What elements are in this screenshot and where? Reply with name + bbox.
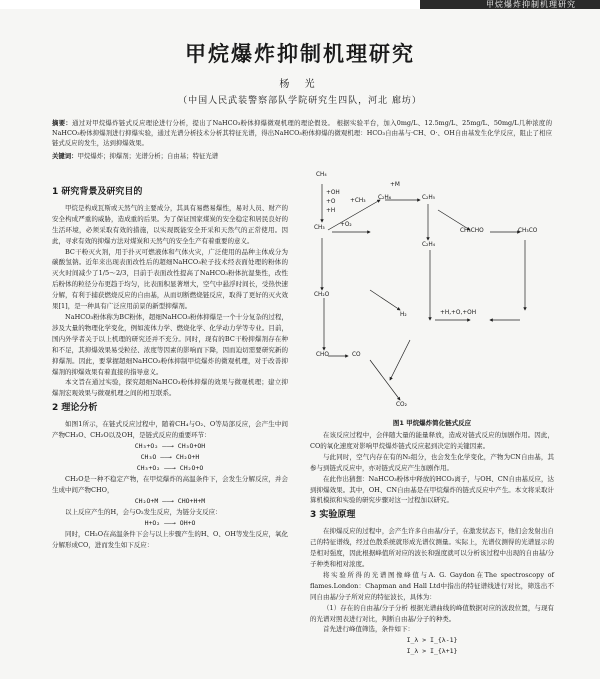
section-1-heading: 1 研究背景及研究目的 <box>52 187 143 197</box>
node-plus-o2: +O₂ <box>340 222 352 228</box>
node-ch2o: CH₂O <box>314 292 330 298</box>
node-ch3cho: CH₃CHO <box>460 228 484 234</box>
node-plus-m: +M <box>390 182 400 188</box>
section-2-heading: 2 理论分析 <box>52 403 98 414</box>
author: 杨 光 <box>279 79 321 90</box>
paper-title: 甲烷爆炸抑制机理研究 <box>185 42 415 66</box>
section-3-para-3: （1）存在的自由基/分子分析 根据光谱曲线的峰值数据对应的波段位置，与现有的光谱对照表进行对比，判断自由基/分子的种类。 <box>310 603 554 623</box>
reaction-chain-diagram <box>310 170 554 420</box>
figure-caption: 图1 甲烷爆炸简化链式反应 <box>392 419 472 427</box>
section-2b-para-3: 在此作出猜想：NaHCO₃粉体中释放的HCO₃离子，与OH、CN自由基反应，达到抑爆效果。其中，OH、CN自由基是在甲烷爆炸的链式反应中产生。本文将采取计算机模拟和实验的研究步骤对这一过程加以研究。 <box>310 474 554 505</box>
node-co: CO <box>352 352 361 358</box>
node-ch3: CH₃ <box>314 225 325 231</box>
node-plus-h-o-oh: +H,+O,+OH <box>440 310 477 316</box>
section-1-para-1: 甲烷是构成瓦斯或天然气的主要成分，其具有易燃易爆性，易对人员、财产的安全构成严重的威胁，造成重的后果。为了保证国家煤炭的安全稳定和居民良好的生活环境，必须采取有效的措施，以实现既能安全开采和天然气的正常使用。因此，寻求有效的抑爆方法对煤炭和天然气的安全生产有着重要的意义。 <box>52 203 288 245</box>
node-h2: H₂ <box>400 312 407 318</box>
node-ch3co: CH₃CO <box>518 228 538 234</box>
section-1-para-4: 本文旨在通过实验，探究超细NaHCO₃粉体抑爆的效果与微观机理；建立抑爆剂宏观效果与微观机理之间的相互联系。 <box>52 378 288 398</box>
section-3-para-1: 在抑爆反应的过程中，会产生许多自由基/分子，在激发状态下，他们会发射出自己的特征谱线，经过色散系统就形成光谱仪测量。实际上，光谱仪测得的光谱显示的是相对强度，因此根据峰值所对应的波长和强度就可以分析该过程中出现的自由基/分子种类和相对浓度。 <box>310 527 554 568</box>
condition-2: I_λ > I_{λ+1} <box>406 647 458 656</box>
section-2b-para-2: 与此同时，空气内存在有的N₂组分，也会发生化学变化，产物为CN自由基，其参与到链式反应中，亦对链式反应产生加剧作用。 <box>310 452 554 472</box>
node-plus-o: +O <box>326 199 336 205</box>
keywords-label: 关键词： <box>52 152 78 160</box>
section-2-para-4: 同时，CH₂O在高温条件下会与以上步骤产生的H、O、OH等发生反应，氧化分解形成CO，进而发生如下反应： <box>52 529 288 549</box>
header-band <box>420 0 600 9</box>
section-2-para-1: 如图1所示，在链式反应过程中，随着CH₄与O₂、O等局部反应，会产生中间产物CH₃O、CH₂O以及OH，是链式反应的重要环节： <box>52 420 288 440</box>
affiliation: （中国人民武装警察部队学院研究生四队，河北 廊坊） <box>178 96 422 106</box>
page-header-bar <box>0 0 600 9</box>
arrow-h2 <box>370 290 400 310</box>
node-plus-oh: +OH <box>326 190 340 196</box>
node-c2h5: C₂H₅ <box>422 195 436 201</box>
section-2-para-2: CH₂O是一种不稳定产物，在甲烷爆炸的高温条件下，会发生分解反应，并会生成中间产物CHO， <box>52 474 288 494</box>
abstract-text: 通过对甲烷爆炸链式反应理论进行分析，提出了NaHCO₃粉体抑爆微观机理的理论假设。 根据实验平台，加入0mg/L、12.5mg/L、25mg/L、50mg/L几种浓度的NaHCO₃粉体抑爆剂进行抑爆实验，通过光谱分析技术分析其特征光谱，得出NaHCO₃粉体抑爆的微观机理：HCO₃自由基与·CH、O·、OH自由基发生化学反应，阻止了相应链式反应的发生，达到抑爆效果。 <box>52 119 552 147</box>
node-cho: CHO <box>316 352 329 358</box>
section-3-heading: 3 实验原理 <box>310 510 356 521</box>
equation-5: H+O₂ ——→ OH+O <box>144 518 196 527</box>
section-1-para-3: NaHCO₃粉体称为BC粉体，超细NaHCO₃粉体抑爆是一个十分复杂的过程，涉及大量的物理化学变化，例如流体力学、燃烧化学、化学动力学等专业。目前，国内外学者关于以上机理的研究还并不充分。同时，现有的BC干粉抑爆剂存在种和不足，其抑爆效果易受粒径、浓度等因素的影响而下降，因而迫切需要研究新的抑爆剂。因此，要掌握超细NaHCO₃粉体抑制甲烷爆炸的微观机理，对于改善抑爆剂的抑爆效果有着直接的指导意义。 <box>52 312 288 376</box>
left-column <box>52 183 288 550</box>
running-title: 甲烷爆炸抑制机理研究 <box>486 0 576 9</box>
node-ch4: CH₄ <box>316 172 327 178</box>
condition-1: I_λ > I_{λ-1} <box>406 636 458 645</box>
abstract <box>52 118 552 148</box>
keywords-text: 甲烷爆炸；抑爆剂；光谱分析；自由基；特征光谱 <box>77 152 219 160</box>
arrow-co-co2 <box>370 360 400 400</box>
abstract-label: 摘要： <box>52 119 73 127</box>
section-1-para-2: BC干粉灭火剂，用于扑灭可燃液体和气体火灾，广泛使用的品种主体成分为碳酸氢钠。近年来出现表面改性后的超细NaHCO₃粒子技术经表面处理的粉体的灭火时间减少了1/5～2/3，目前于表面改性提高了NaHCO₃粉体抗湿集性，改性后粉体的粒径分布更趋于均匀，比表面积显著增大，空气中悬浮时间长，受热快速分解，有利于捕获燃烧反应的自由基，从而切断燃烧链反应，取得了更好的灭火效果[1]，是一种具有广泛应用前景的新型抑爆剂。 <box>52 247 288 311</box>
node-plus-h: +H <box>326 208 336 214</box>
section-2-para-3: 以上反应产生的H，会与O₂发生反应，为链分支反应： <box>65 507 222 516</box>
equation-4: CH₂O+M ——→ CHO+H+M <box>134 496 206 505</box>
section-3-para-2: 将实验所得的光谱图像峰值与A. G. Gaydon在The spectroscopy of flames.London：Chapman and Hall Ltd中指出的特征谱线进行对比，筛选出不同自由基/分子所对应的特征波长，具体为： <box>310 570 554 601</box>
section-2b-para-1: 在该反应过程中，会伴随大量的能量释放，造成对链式反应的加剧作用。因此，CO的氧化速度对影响甲烷爆炸链式反应起到决定的关键因素。 <box>310 431 554 450</box>
right-column <box>310 430 554 657</box>
arrow-ch3-c2h6 <box>328 200 380 230</box>
node-c2h6: C₂H₆ <box>378 195 392 201</box>
arrow-c2h5-ch3cho <box>438 210 470 230</box>
arrow-cho-co-down <box>390 340 410 380</box>
keywords <box>52 151 552 161</box>
diagram-arrows <box>310 170 554 420</box>
node-plus-ch3: +CH₃ <box>350 198 366 204</box>
section-3-para-4: 首先进行峰值筛选，条件如下： <box>323 625 414 634</box>
node-c2h4: C₂H₄ <box>422 242 436 248</box>
node-co2: CO₂ <box>396 402 407 408</box>
equation-1: CH₃+O₂ ——→ CH₃O+OH <box>134 441 206 450</box>
equation-3: CH₃+O₂ ——→ CH₂O+O <box>136 463 204 472</box>
equation-2: CH₃O ——→ CH₂O+H <box>140 452 200 461</box>
